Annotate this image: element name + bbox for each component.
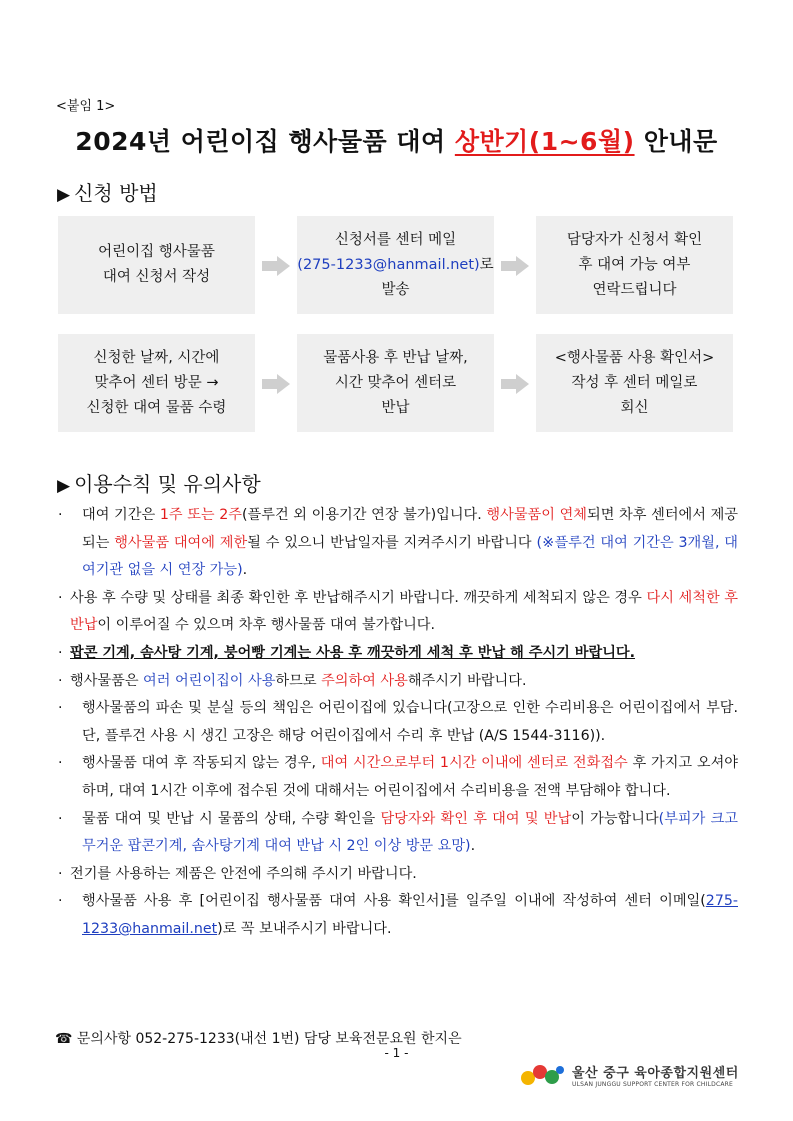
step-line: 후 대여 가능 여부: [578, 256, 691, 273]
rule-item: · 대여 기간은 1주 또는 2주(플루건 외 이용기간 연장 불가)입니다. 행사물품이 연체되면 차후 센터에서 제공되는 행사물품 대여에 제한될 수 있으니 반납일자를 지켜주시기 바랍니다 (※플루건 대여 기간은 3개월, 대여기관 없을 시 연장 가능).: [58, 502, 738, 585]
step-line: 회신: [620, 399, 649, 416]
step-line: 발송: [381, 281, 410, 298]
center-logo: [520, 1062, 739, 1088]
step-line: 신청서를 센터 메일: [334, 231, 457, 248]
rule-item: · 사용 후 수량 및 상태를 최종 확인한 후 반납해주시기 바랍니다. 깨끗하게 세척되지 않은 경우 다시 세척한 후 반납이 이루어질 수 있으며 차후 행사물품 대여 불가합니다.: [58, 585, 738, 640]
title-highlight: 상반기(1~6월): [454, 127, 635, 156]
step-line: <행사물품 사용 확인서>: [554, 349, 715, 366]
section-heading-label: 신청 방법: [74, 181, 158, 205]
rule-item: · 행사물품 사용 후 [어린이집 행사물품 대여 사용 확인서]를 일주일 이내에 작성하여 센터 이메일(275-1233@hanmail.net)로 꼭 보내주시기 바랍니다.: [58, 888, 738, 943]
bullet: ·: [58, 507, 63, 523]
arrow-right-icon: [262, 256, 290, 276]
rule-item: · 전기를 사용하는 제품은 안전에 주의해 주시기 바랍니다.: [58, 861, 738, 889]
step-line-email: [297, 253, 493, 278]
contact-text: 문의사항 052-275-1233(내선 1번) 담당 보육전문요원 한지은: [76, 1031, 462, 1047]
phone-icon: ☎: [55, 1031, 73, 1047]
step-box-1: [58, 216, 255, 314]
step-line: 어린이집 행사물품: [98, 244, 215, 260]
step-line: 맞추어 센터 방문 →: [94, 374, 219, 391]
attachment-label: <붙임 1>: [56, 99, 116, 114]
page-number: - 1 -: [384, 1046, 409, 1060]
rule-item: · 행사물품의 파손 및 분실 등의 책임은 어린이집에 있습니다(고장으로 인한 수리비용은 어린이집에서 부담. 단, 플루건 사용 시 생긴 고장은 해당 어린이집에서 수리 후 반납 (A/S 1544-3116)).: [58, 695, 738, 750]
logo-mark-icon: [520, 1062, 564, 1088]
title-prefix: 2024년 어린이집 행사물품 대여: [75, 127, 455, 156]
step-box-5: [297, 334, 494, 432]
rule-item: · 행사물품은 여러 어린이집이 사용하므로 주의하여 사용해주시기 바랍니다.: [58, 668, 738, 696]
section-heading-apply: [57, 177, 158, 206]
rule-item-important: · 팝콘 기계, 솜사탕 기계, 붕어빵 기계는 사용 후 깨끗하게 세척 후 반납 해 주시기 바랍니다.: [58, 640, 738, 668]
step-line: 시간 맞추어 센터로: [334, 374, 457, 391]
step-line: 반납: [381, 399, 410, 416]
step-line: 물품사용 후 반납 날짜,: [323, 349, 468, 366]
page-title: [0, 122, 793, 158]
step-line: 신청한 날짜, 시간에: [93, 349, 220, 366]
triangle-icon: ▶: [57, 185, 71, 205]
step-line: 연락드립니다: [592, 281, 677, 298]
step-box-2: [297, 216, 494, 314]
bullet: ·: [58, 589, 63, 606]
step-box-3: [536, 216, 733, 314]
bullet: ·: [58, 755, 63, 772]
bullet: ·: [58, 865, 63, 882]
step-line: 작성 후 센터 메일로: [571, 374, 698, 391]
step-line: 대여 신청서 작성: [102, 269, 211, 285]
step-box-4: [58, 334, 255, 432]
bullet: ·: [58, 893, 63, 910]
triangle-icon: ▶: [57, 476, 71, 496]
bullet: ·: [58, 644, 63, 661]
bullet: ·: [58, 810, 63, 827]
bullet: ·: [58, 700, 63, 717]
arrow-right-icon: [262, 374, 290, 394]
step-line: 담당자가 신청서 확인: [566, 231, 703, 248]
step-box-6: [536, 334, 733, 432]
arrow-right-icon: [501, 374, 529, 394]
step-email-suffix: 로: [479, 256, 494, 273]
email-link[interactable]: (275-1233@hanmail.net): [297, 256, 480, 273]
title-suffix: 안내문: [634, 127, 718, 156]
rules-list: [58, 502, 738, 944]
email-link[interactable]: 275-1233@hanmail.net: [82, 893, 738, 937]
section-heading-rules: [57, 468, 261, 497]
logo-subtitle: ULSAN JUNGGU SUPPORT CENTER FOR CHILDCARE: [572, 1081, 734, 1088]
bullet: ·: [58, 672, 63, 689]
step-line: 신청한 대여 물품 수령: [86, 399, 227, 416]
contact-line: [55, 1028, 462, 1048]
rule-item: · 행사물품 대여 후 작동되지 않는 경우, 대여 시간으로부터 1시간 이내에 센터로 전화접수 후 가지고 오셔야 하며, 대여 1시간 이후에 접수된 것에 대해서는 어린이집에서 수리비용을 전액 부담해야 합니다.: [58, 750, 738, 805]
section-heading-label: 이용수칙 및 유의사항: [74, 472, 261, 496]
arrow-right-icon: [501, 256, 529, 276]
logo-name: 울산 중구 육아종합지원센터: [572, 1066, 739, 1081]
rule-item: · 물품 대여 및 반납 시 물품의 상태, 수량 확인을 담당자와 확인 후 대여 및 반납이 가능합니다(부피가 크고 무거운 팝콘기계, 솜사탕기계 대여 반납 시 2인 이상 방문 요망).: [58, 806, 738, 861]
